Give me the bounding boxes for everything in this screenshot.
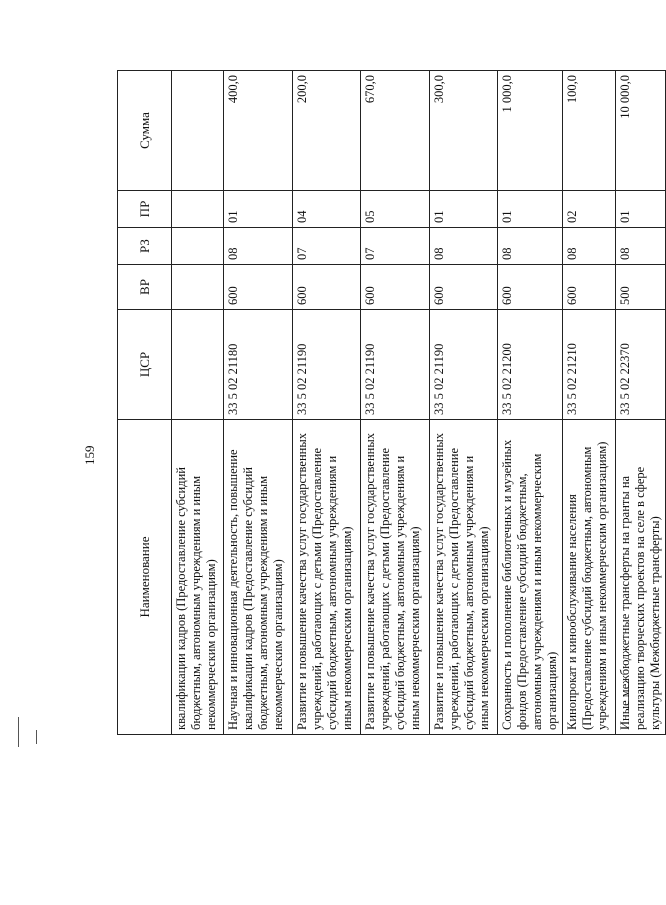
budget-table [117, 70, 666, 735]
cell-vr: 600 [293, 265, 361, 310]
cell-csr [172, 310, 224, 420]
table-row [224, 71, 293, 735]
header-pr: ПР [118, 191, 172, 228]
cell-rz: 08 [498, 228, 563, 265]
cell-pr: 05 [361, 191, 430, 228]
table-header-row [118, 71, 172, 735]
header-name: Наименование [118, 420, 172, 735]
cell-name: Развитие и повышение качества услуг государственных учреждений, работающих с детьми (Предоставление субсидий бюджетным, автономным учреждениям и иным некоммерческим организациям) [293, 420, 361, 735]
header-vr: ВР [118, 265, 172, 310]
table-row [293, 71, 361, 735]
header-rz: РЗ [118, 228, 172, 265]
cell-name: Кинопрокат и кинообслуживание населения (Предоставление субсидий бюджетным, автономным учреждениям и иным некоммерческим организациям) [563, 420, 616, 735]
cell-rz: 08 [616, 228, 666, 265]
cell-vr: 600 [361, 265, 430, 310]
cell-sum: 1 000,0 [498, 71, 563, 191]
cell-vr: 600 [224, 265, 293, 310]
cell-rz: 08 [430, 228, 498, 265]
cell-pr: 01 [224, 191, 293, 228]
cell-pr: 01 [498, 191, 563, 228]
cell-pr [172, 191, 224, 228]
table-row [498, 71, 563, 735]
cell-sum: 10 000,0 [616, 71, 666, 191]
header-sum: Сумма [118, 71, 172, 191]
cell-rz: 07 [293, 228, 361, 265]
cell-csr: 33 5 02 21190 [361, 310, 430, 420]
cell-sum: 400,0 [224, 71, 293, 191]
table-row [563, 71, 616, 735]
cell-rz: 08 [224, 228, 293, 265]
cell-name: Сохранность и пополнение библиотечных и музейных фондов (Предоставление субсидий бюджетным, автономным учреждениям и иным некоммерческим организациям) [498, 420, 563, 735]
table-row [172, 71, 224, 735]
page-number: 159 [82, 445, 97, 465]
cell-pr: 02 [563, 191, 616, 228]
cell-vr: 600 [498, 265, 563, 310]
cell-vr: 600 [430, 265, 498, 310]
cell-csr: 33 5 02 21190 [430, 310, 498, 420]
header-csr: ЦСР [118, 310, 172, 420]
cell-csr: 33 5 02 21180 [224, 310, 293, 420]
table-row [361, 71, 430, 735]
cell-sum: 200,0 [293, 71, 361, 191]
cell-name: Развитие и повышение качества услуг государственных учреждений, работающих с детьми (Предоставление субсидий бюджетным, автономным учреждениям и иным некоммерческим организациям) [361, 420, 430, 735]
cell-csr: 33 5 02 21200 [498, 310, 563, 420]
cell-sum: 300,0 [430, 71, 498, 191]
cell-rz: 08 [563, 228, 616, 265]
cell-csr: 33 5 02 22370 [616, 310, 666, 420]
cell-sum: 670,0 [361, 71, 430, 191]
cell-vr [172, 265, 224, 310]
table-row [616, 71, 666, 735]
cell-vr: 600 [563, 265, 616, 310]
cell-name: Иные межбюджетные трансферты на гранты на реализацию творческих проектов на селе в сфере культуры (Межбюджетные трансферты) [616, 420, 666, 735]
cell-name: квалификации кадров (Предоставление субсидий бюджетным, автономным учреждениям и иным некоммерческим организациям) [172, 420, 224, 735]
cell-vr: 500 [616, 265, 666, 310]
table-row [430, 71, 498, 735]
cell-pr: 01 [616, 191, 666, 228]
cell-csr: 33 5 02 21190 [293, 310, 361, 420]
cell-pr: 04 [293, 191, 361, 228]
cell-name: Развитие и повышение качества услуг государственных учреждений, работающих с детьми (Предоставление субсидий бюджетным, автономным учреждениям и иным некоммерческим организациям) [430, 420, 498, 735]
cell-pr: 01 [430, 191, 498, 228]
cell-rz: 07 [361, 228, 430, 265]
cell-name: Научная и инновационная деятельность, повышение квалификации кадров (Предоставление субсидий бюджетным, автономным учреждениям и иным некоммерческим организациям) [224, 420, 293, 735]
cell-csr: 33 5 02 21210 [563, 310, 616, 420]
cell-rz [172, 228, 224, 265]
cell-sum [172, 71, 224, 191]
cell-sum: 100,0 [563, 71, 616, 191]
